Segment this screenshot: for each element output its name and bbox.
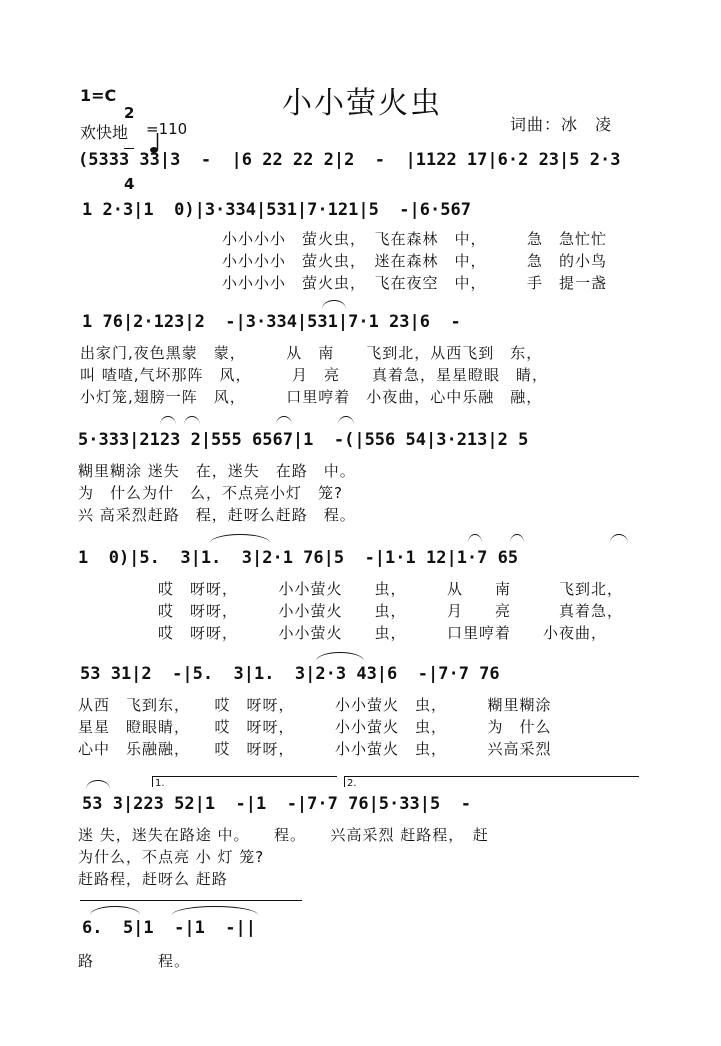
lyrics-line-5-verse-2: 哎 呀呀， 小小萤火 虫， 月 亮 真着急， bbox=[78, 602, 624, 620]
lyrics-line-6-verse-2: 星星 瞪眼睛， 哎 呀呀， 小小萤火 虫， 为 什么 bbox=[78, 718, 552, 736]
score-line-2: 1 2·3|1 0)|3·334|531|7·121|5 -|6·567 bbox=[82, 200, 471, 220]
key-signature: 1=C bbox=[80, 86, 117, 105]
lyrics-line-5-verse-3: 哎 呀呀， 小小萤火 虫， 口里哼着 小夜曲， bbox=[78, 624, 608, 642]
slur-mark bbox=[510, 534, 524, 543]
lyrics-line-4-verse-1: 糊里糊涂 迷失 在，迷失 在路 中。 bbox=[78, 462, 356, 480]
lyrics-line-6-verse-1: 从西 飞到东， 哎 呀呀， 小小萤火 虫， 糊里糊涂 bbox=[78, 696, 552, 714]
score-line-3: 1 76|2·123|2 -|3·334|531|7·1 23|6 - bbox=[82, 312, 461, 332]
slur-mark bbox=[610, 534, 628, 543]
lyrics-line-4-verse-2: 为 什么为什 么，不点亮小灯 笼? bbox=[78, 484, 343, 502]
slur-mark bbox=[210, 534, 270, 543]
lyrics-line-2-verse-3: 小小小小 萤火虫， 飞在夜空 中， 手 提一盏 bbox=[222, 274, 608, 292]
lyrics-line-5-verse-1: 哎 呀呀， 小小萤火 虫， 从 南 飞到北， bbox=[78, 580, 624, 598]
slur-mark bbox=[322, 300, 346, 309]
meter-bottom: 4 bbox=[124, 175, 135, 193]
slur-mark bbox=[172, 906, 258, 915]
lyrics-line-7-verse-3: 赶路程，赶呀么 赶路 bbox=[78, 870, 228, 888]
lyrics-line-3-verse-3: 小灯笼,翅膀一阵 风， 口里哼着 小夜曲，心中乐融 融， bbox=[80, 388, 543, 406]
slur-mark bbox=[90, 906, 140, 915]
first-ending-bracket bbox=[152, 776, 337, 787]
slur-mark bbox=[338, 416, 354, 425]
slur-mark bbox=[468, 534, 482, 543]
lyrics-line-7-verse-2: 为什么，不点亮 小 灯 笼? bbox=[78, 848, 265, 866]
slur-mark bbox=[86, 780, 110, 789]
meter-top: 2 bbox=[124, 104, 135, 122]
lyrics-line-8: 路 程。 bbox=[78, 952, 191, 970]
lyrics-line-6-verse-3: 心中 乐融融， 哎 呀呀， 小小萤火 虫， 兴高采烈 bbox=[78, 740, 552, 758]
score-line-6: 53 31|2 -|5. 3|1. 3|2·3 43|6 -|7·7 76 bbox=[80, 664, 500, 684]
slur-mark bbox=[276, 416, 292, 425]
second-ending-number: 2. bbox=[347, 778, 357, 789]
slur-mark bbox=[316, 652, 364, 661]
speed-marking: 欢快地 bbox=[80, 123, 129, 142]
tempo-value: =110 bbox=[146, 120, 188, 138]
lyrics-line-3-verse-1: 出家门,夜色黑蒙 蒙， 从 南 飞到北，从西飞到 东， bbox=[80, 344, 543, 362]
lyrics-line-3-verse-2: 叫 喳喳,气坏那阵 风， 月 亮 真着急，星星瞪眼 睛， bbox=[80, 366, 549, 384]
song-title: 小小萤火虫 bbox=[282, 86, 442, 121]
slur-mark bbox=[160, 416, 176, 425]
score-line-5: 1 0)|5. 3|1. 3|2·1 76|5 -|1·1 12|1·7 65 bbox=[78, 548, 519, 568]
first-ending-number: 1. bbox=[155, 778, 165, 789]
lyrics-line-4-verse-3: 兴 高采烈赶路 程，赶呀么赶路 程。 bbox=[78, 506, 356, 524]
score-line-7: 53 3|223 52|1 -|1 -|7·7 76|5·33|5 - bbox=[82, 794, 471, 814]
score-line-8: 6. 5|1 -|1 -|| bbox=[82, 918, 256, 938]
score-line-1: (5333 33|3 - |6 22 22 2|2 - |1122 17|6·2 23|5 2·3 bbox=[78, 150, 621, 170]
second-ending-bracket bbox=[344, 776, 639, 787]
closing-bracket bbox=[80, 900, 302, 901]
meter-divider bbox=[124, 148, 134, 149]
slur-mark bbox=[184, 416, 200, 425]
lyrics-line-2-verse-2: 小小小小 萤火虫， 迷在森林 中， 急 的小鸟 bbox=[222, 252, 608, 270]
lyrics-line-2-verse-1: 小小小小 萤火虫， 飞在森林 中， 急 急忙忙 bbox=[222, 230, 608, 248]
author-credit: 词曲：冰 凌 bbox=[510, 115, 613, 134]
score-line-4: 5·333|2123 2|555 6567|1 -(|556 54|3·213|2 5 bbox=[78, 430, 529, 450]
lyrics-line-7-verse-1: 迷 失，迷失在路途 中。 程。 兴高采烈 赶路程， 赶 bbox=[78, 826, 489, 844]
